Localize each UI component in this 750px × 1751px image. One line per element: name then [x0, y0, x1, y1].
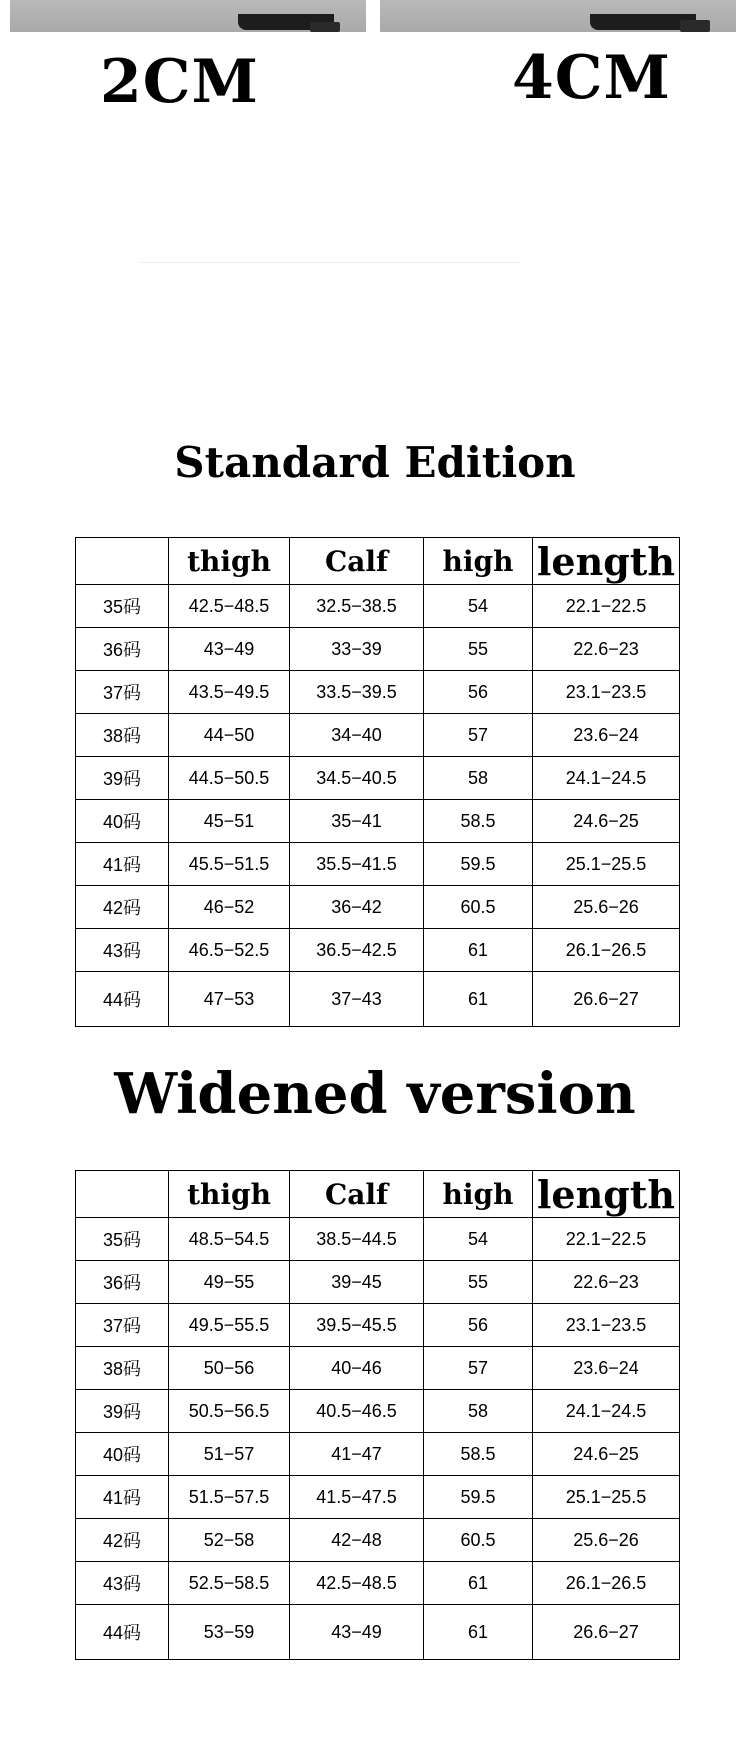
- cell-size: 37码: [76, 671, 169, 714]
- cell-thigh: 51−57: [169, 1433, 290, 1476]
- header-size: [76, 1171, 169, 1218]
- cell-length: 26.1−26.5: [533, 929, 680, 972]
- cell-length: 24.6−25: [533, 1433, 680, 1476]
- cell-high: 58: [424, 757, 533, 800]
- cell-calf: 41.5−47.5: [290, 1476, 424, 1519]
- table-row: [76, 1433, 680, 1476]
- cell-thigh: 49.5−55.5: [169, 1304, 290, 1347]
- cell-calf: 43−49: [290, 1605, 424, 1660]
- cell-size: 36码: [76, 1261, 169, 1304]
- cell-size: 37码: [76, 1304, 169, 1347]
- cell-high: 61: [424, 1605, 533, 1660]
- table-row: [76, 843, 680, 886]
- cell-size: 39码: [76, 1390, 169, 1433]
- cell-thigh: 44.5−50.5: [169, 757, 290, 800]
- product-photo-4cm: [380, 0, 736, 32]
- cell-calf: 42−48: [290, 1519, 424, 1562]
- cell-length: 26.1−26.5: [533, 1562, 680, 1605]
- table-row: [76, 929, 680, 972]
- cell-size: 43码: [76, 1562, 169, 1605]
- cell-size: 40码: [76, 800, 169, 843]
- table-row: [76, 886, 680, 929]
- cell-thigh: 50.5−56.5: [169, 1390, 290, 1433]
- heel-image: [680, 20, 710, 32]
- cell-thigh: 44−50: [169, 714, 290, 757]
- product-photo-2cm: [10, 0, 366, 32]
- cell-calf: 33−39: [290, 628, 424, 671]
- table-row: [76, 1347, 680, 1390]
- cell-high: 57: [424, 1347, 533, 1390]
- cell-high: 61: [424, 929, 533, 972]
- cell-calf: 40.5−46.5: [290, 1390, 424, 1433]
- standard-size-table: [75, 537, 680, 1027]
- cell-length: 22.1−22.5: [533, 1218, 680, 1261]
- cell-length: 26.6−27: [533, 1605, 680, 1660]
- cell-thigh: 50−56: [169, 1347, 290, 1390]
- faint-line: [140, 262, 520, 263]
- cell-calf: 40−46: [290, 1347, 424, 1390]
- cell-length: 25.6−26: [533, 886, 680, 929]
- table-header-row: [76, 1171, 680, 1218]
- cell-thigh: 53−59: [169, 1605, 290, 1660]
- table-row: [76, 628, 680, 671]
- header-length: length: [533, 538, 680, 585]
- cell-calf: 38.5−44.5: [290, 1218, 424, 1261]
- cell-size: 44码: [76, 972, 169, 1027]
- cell-length: 22.6−23: [533, 628, 680, 671]
- cell-thigh: 45.5−51.5: [169, 843, 290, 886]
- cell-calf: 34−40: [290, 714, 424, 757]
- standard-edition-title: Standard Edition: [174, 438, 576, 487]
- cell-size: 44码: [76, 1605, 169, 1660]
- cell-size: 35码: [76, 1218, 169, 1261]
- cell-high: 58.5: [424, 1433, 533, 1476]
- table-row: [76, 1304, 680, 1347]
- cell-high: 55: [424, 628, 533, 671]
- cell-calf: 41−47: [290, 1433, 424, 1476]
- cell-thigh: 43.5−49.5: [169, 671, 290, 714]
- cell-size: 42码: [76, 886, 169, 929]
- table-row: [76, 714, 680, 757]
- heel-image: [310, 22, 340, 32]
- cell-high: 54: [424, 1218, 533, 1261]
- header-thigh: thigh: [169, 538, 290, 585]
- cell-length: 24.1−24.5: [533, 757, 680, 800]
- cell-length: 23.6−24: [533, 1347, 680, 1390]
- cell-calf: 34.5−40.5: [290, 757, 424, 800]
- cell-high: 56: [424, 671, 533, 714]
- cell-thigh: 46.5−52.5: [169, 929, 290, 972]
- header-calf: Calf: [290, 538, 424, 585]
- table-row: [76, 1218, 680, 1261]
- header-high: high: [424, 538, 533, 585]
- table-row: [76, 1519, 680, 1562]
- cell-high: 61: [424, 1562, 533, 1605]
- cell-thigh: 52−58: [169, 1519, 290, 1562]
- table-row: [76, 1261, 680, 1304]
- table-row: [76, 800, 680, 843]
- cell-calf: 39−45: [290, 1261, 424, 1304]
- table-row: [76, 757, 680, 800]
- cell-calf: 39.5−45.5: [290, 1304, 424, 1347]
- table-row: [76, 972, 680, 1027]
- cell-high: 61: [424, 972, 533, 1027]
- table-row: [76, 671, 680, 714]
- table-row: [76, 1605, 680, 1660]
- cell-high: 60.5: [424, 886, 533, 929]
- cell-high: 60.5: [424, 1519, 533, 1562]
- cell-length: 25.1−25.5: [533, 843, 680, 886]
- cell-high: 57: [424, 714, 533, 757]
- cell-length: 23.1−23.5: [533, 1304, 680, 1347]
- cell-size: 36码: [76, 628, 169, 671]
- cell-calf: 35.5−41.5: [290, 843, 424, 886]
- cell-length: 23.1−23.5: [533, 671, 680, 714]
- cell-size: 38码: [76, 714, 169, 757]
- cell-calf: 36−42: [290, 886, 424, 929]
- table-row: [76, 585, 680, 628]
- cell-size: 38码: [76, 1347, 169, 1390]
- cell-high: 55: [424, 1261, 533, 1304]
- table-row: [76, 1562, 680, 1605]
- cell-high: 56: [424, 1304, 533, 1347]
- cell-thigh: 52.5−58.5: [169, 1562, 290, 1605]
- cell-size: 39码: [76, 757, 169, 800]
- header-length: length: [533, 1171, 680, 1218]
- cell-length: 25.1−25.5: [533, 1476, 680, 1519]
- cell-length: 25.6−26: [533, 1519, 680, 1562]
- header-calf: Calf: [290, 1171, 424, 1218]
- cell-size: 41码: [76, 1476, 169, 1519]
- heel-height-label-4cm: 4CM: [512, 43, 671, 113]
- cell-length: 24.1−24.5: [533, 1390, 680, 1433]
- cell-thigh: 47−53: [169, 972, 290, 1027]
- cell-high: 54: [424, 585, 533, 628]
- cell-size: 43码: [76, 929, 169, 972]
- heel-height-label-2cm: 2CM: [100, 47, 259, 117]
- widened-version-title: Widened version: [114, 1061, 636, 1127]
- cell-calf: 36.5−42.5: [290, 929, 424, 972]
- cell-high: 58.5: [424, 800, 533, 843]
- cell-thigh: 46−52: [169, 886, 290, 929]
- cell-thigh: 42.5−48.5: [169, 585, 290, 628]
- cell-size: 42码: [76, 1519, 169, 1562]
- cell-thigh: 49−55: [169, 1261, 290, 1304]
- cell-size: 35码: [76, 585, 169, 628]
- header-high: high: [424, 1171, 533, 1218]
- cell-calf: 35−41: [290, 800, 424, 843]
- cell-length: 22.1−22.5: [533, 585, 680, 628]
- cell-high: 59.5: [424, 843, 533, 886]
- cell-calf: 37−43: [290, 972, 424, 1027]
- header-thigh: thigh: [169, 1171, 290, 1218]
- cell-calf: 42.5−48.5: [290, 1562, 424, 1605]
- cell-thigh: 48.5−54.5: [169, 1218, 290, 1261]
- cell-thigh: 51.5−57.5: [169, 1476, 290, 1519]
- cell-length: 24.6−25: [533, 800, 680, 843]
- cell-thigh: 45−51: [169, 800, 290, 843]
- table-row: [76, 1390, 680, 1433]
- cell-size: 41码: [76, 843, 169, 886]
- widened-size-table: [75, 1170, 680, 1660]
- table-row: [76, 1476, 680, 1519]
- cell-length: 23.6−24: [533, 714, 680, 757]
- cell-size: 40码: [76, 1433, 169, 1476]
- cell-high: 59.5: [424, 1476, 533, 1519]
- cell-thigh: 43−49: [169, 628, 290, 671]
- cell-length: 22.6−23: [533, 1261, 680, 1304]
- cell-calf: 32.5−38.5: [290, 585, 424, 628]
- cell-length: 26.6−27: [533, 972, 680, 1027]
- header-size: [76, 538, 169, 585]
- cell-high: 58: [424, 1390, 533, 1433]
- cell-calf: 33.5−39.5: [290, 671, 424, 714]
- table-header-row: [76, 538, 680, 585]
